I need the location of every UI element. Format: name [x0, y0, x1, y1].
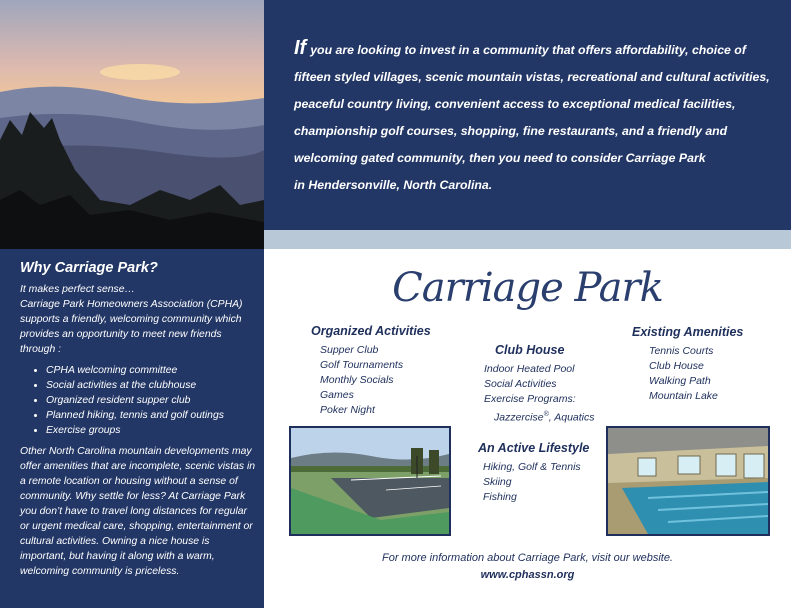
- list-item: Supper Club: [320, 344, 379, 356]
- organized-activities-section: [311, 324, 431, 418]
- club-house-title: Club House: [495, 343, 565, 357]
- list-item: Fishing: [483, 491, 517, 503]
- list-item: Golf Tournaments: [320, 359, 404, 371]
- more-info-text: For more information about Carriage Park, visit our website.: [381, 552, 673, 564]
- list-item: Club House: [649, 360, 704, 372]
- organized-activities-title: Organized Activities: [311, 324, 431, 338]
- tennis-court-image: [291, 428, 449, 534]
- list-item: Exercise Programs:: [484, 393, 576, 405]
- list-item: • Organized resident supper club: [46, 393, 256, 408]
- list-item: Games: [320, 389, 354, 401]
- existing-amenities-section: [632, 325, 743, 404]
- list-item: • Exercise groups: [46, 423, 256, 438]
- list-item: • CPHA welcoming committee: [46, 363, 256, 378]
- list-subitem: [484, 407, 595, 426]
- active-lifestyle-section: [478, 441, 589, 505]
- list-item: Hiking, Golf & Tennis: [483, 461, 581, 473]
- indoor-pool-image: [608, 428, 768, 534]
- list-item: Mountain Lake: [649, 390, 718, 402]
- list-item: Tennis Courts: [649, 345, 714, 357]
- jazzercise-text: Jazzercise: [494, 411, 544, 424]
- intro-text: you are looking to invest in a community that offers affordability, choice of fifteen styled villages, scenic mountain vistas, recreational and cultural activities, peaceful country living, convenient access to exceptional medical facilities, championship golf courses, shopping, fine restaurants, and a friendly and welcoming gated community, then you need to consider Carriage Park: [294, 43, 770, 165]
- sunset-mountain-image: [0, 0, 264, 249]
- sunset-mountain-photo: [0, 0, 264, 249]
- sidebar-body: [20, 282, 256, 579]
- main-content: [264, 249, 791, 608]
- list-item: Poker Night: [320, 404, 375, 416]
- list-item: Walking Path: [649, 375, 711, 387]
- list-item: Indoor Heated Pool: [484, 363, 575, 375]
- tennis-court-photo: [289, 426, 451, 536]
- intro-paragraph: [294, 35, 774, 199]
- list-item: Monthly Socials: [320, 374, 394, 386]
- sidebar-intro-text: Carriage Park Homeowners Association (CPHA) supports a friendly, welcoming community which provides an opportunity to meet new friends through :: [20, 299, 243, 355]
- registered-mark: ®: [543, 411, 549, 418]
- indoor-pool-photo: [606, 426, 770, 536]
- sidebar-lead: It makes perfect sense…: [20, 284, 135, 295]
- active-lifestyle-title: An Active Lifestyle: [478, 441, 590, 455]
- aquatics-text: , Aquatics: [548, 411, 595, 424]
- carriage-park-logo: Carriage Park: [392, 265, 663, 311]
- list-item: • Planned hiking, tennis and golf outings: [46, 408, 256, 423]
- sidebar-bullet-list: [20, 363, 256, 438]
- list-item: • Social activities at the clubhouse: [46, 378, 256, 393]
- sidebar-closing-text: Other North Carolina mountain developments may offer amenities that are incomplete, scenic vistas in a remote location or housing without a sense of community. Why settle for less? At Carriage Park you don’t have to travel long distances for regular or urgent medical care, shopping, entertainment or cultural activities. Owning a nice house is important, but having it along with a warm, welcoming community is priceless.: [20, 446, 256, 577]
- club-house-section: [484, 343, 595, 426]
- sidebar: [0, 249, 264, 608]
- intro-dropcap: If: [294, 37, 307, 59]
- divider-band: [264, 230, 791, 249]
- list-item: Social Activities: [484, 378, 557, 390]
- website-link[interactable]: www.cphassn.org: [480, 569, 575, 581]
- list-item: Skiing: [483, 476, 512, 488]
- sidebar-title: Why Carriage Park?: [20, 260, 158, 276]
- intro-panel: [264, 0, 791, 230]
- intro-location: in Hendersonville, North Carolina.: [294, 178, 493, 192]
- existing-amenities-title: Existing Amenities: [632, 325, 744, 339]
